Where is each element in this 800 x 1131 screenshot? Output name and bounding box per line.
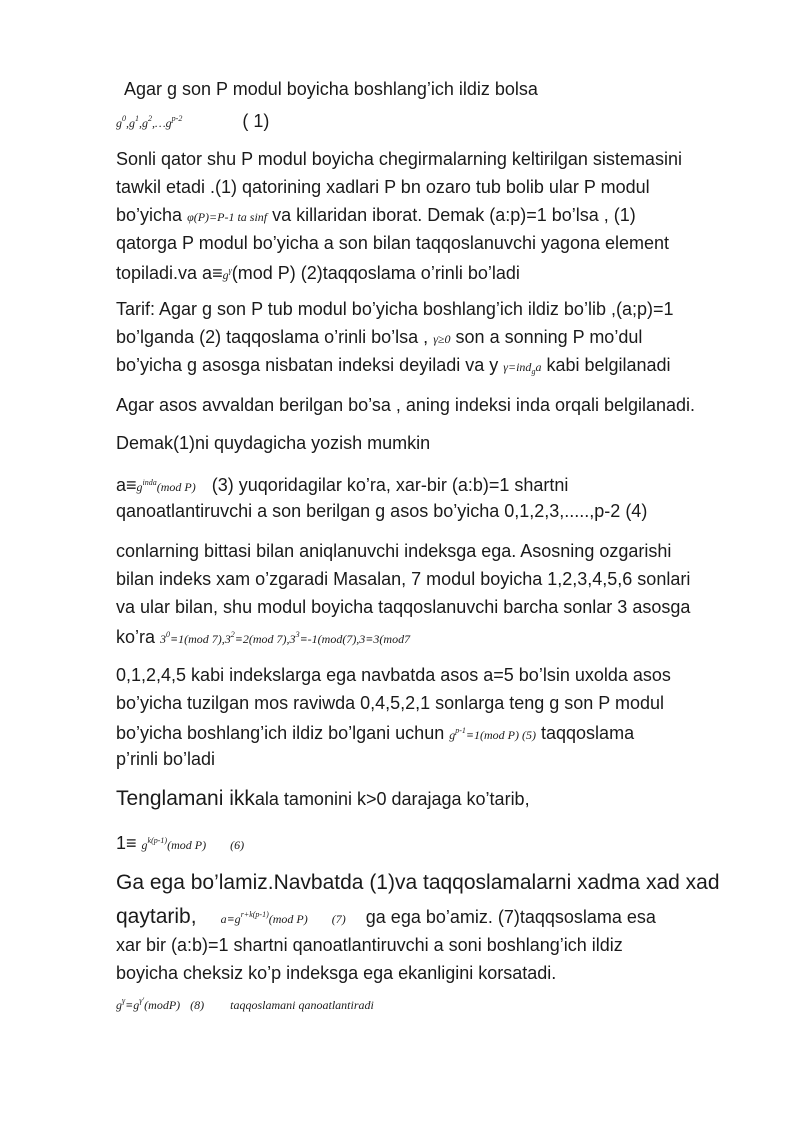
formula-label: ( 1) bbox=[242, 111, 270, 131]
text-fragment: a≡ bbox=[116, 475, 137, 495]
formula-index: γ=ind$_g$a bbox=[503, 360, 542, 376]
text-fragment: ko’ra bbox=[116, 627, 156, 647]
text-line: Sonli qator shu P modul boyicha chegirmalarning keltirilgan sistemasini bbox=[116, 149, 682, 169]
text-line bbox=[116, 904, 656, 930]
formula-line bbox=[116, 830, 244, 856]
formula-5: $g^{p-1}\equiv 1(mod$ P) (5) bbox=[449, 726, 536, 742]
formula-phi: φ(P)=P-1 ta sinf bbox=[187, 210, 268, 224]
text-line: bo’yicha tuzilgan mos raviwda 0,4,5,2,1 sonlarga teng g son P modul bbox=[116, 693, 664, 713]
text-line: bilan indeks xam o’zgaradi Masalan, 7 modul boyicha 1,2,3,4,5,6 sonlari bbox=[116, 569, 691, 589]
text-line: Tarif: Agar g son P tub modul bo’yicha boshlang’ich ildiz bo’lib ,(a;p)=1 bbox=[116, 299, 674, 319]
text-fragment: taqqoslama bbox=[541, 723, 635, 743]
text-fragment: kabi belgilanadi bbox=[546, 355, 671, 375]
text-line: qatorga P modul bo’yicha a son bilan taqqoslanuvchi yagona element bbox=[116, 233, 670, 253]
formula-7: $a\equiv g^{r+k(p-1)}(mod$ P) (7) bbox=[220, 910, 346, 926]
text-line: xar bir (a:b)=1 shartni qanoatlantiruvchi a soni boshlang’ich ildiz bbox=[116, 935, 623, 955]
text-line: tawkil etadi .(1) qatorining xadlari P bn ozaro tub bolib ular P modul bbox=[116, 177, 650, 197]
formula-line bbox=[116, 990, 374, 1016]
text-line: Demak(1)ni quydagicha yozish mumkin bbox=[116, 433, 431, 453]
text-line bbox=[116, 720, 634, 746]
text-fragment: qaytarib, bbox=[116, 905, 197, 928]
text-fragment: bo’lganda (2) taqqoslama o’rinli bo’lsa , bbox=[116, 327, 429, 347]
formula-3: $g^{inda}(mod$ P) bbox=[136, 478, 196, 494]
formula-1: $g^0,g^1,g^2,\dots g^{p-2}$ bbox=[116, 114, 183, 130]
text-fragment: bo’yicha boshlang’ich ildiz bo’lgani uchun bbox=[116, 723, 445, 743]
text-fragment: 1≡ bbox=[116, 833, 137, 853]
formula-g-gamma: $g^\gamma$ bbox=[222, 266, 232, 282]
text-line bbox=[116, 624, 410, 650]
text-fragment: bo’yicha bbox=[116, 205, 183, 225]
text-fragment: topiladi.va a≡ bbox=[116, 263, 223, 283]
text-line bbox=[116, 326, 642, 350]
text-line: qanoatlantiruvchi a son berilgan g asos bo’yicha 0,1,2,3,.....,p-2 (4) bbox=[116, 501, 648, 521]
text-line: p’rinli bo’ladi bbox=[116, 749, 216, 769]
formula-6: $g^{k(p-1)}(mod$ P) (6) bbox=[141, 836, 245, 852]
text-line bbox=[116, 354, 671, 383]
text-line bbox=[116, 204, 636, 228]
text-line: va ular bilan, shu modul boyicha taqqoslanuvchi barcha sonlar 3 asosga bbox=[116, 597, 691, 617]
text-fragment: ala tamonini k>0 darajaga ko’tarib, bbox=[254, 789, 530, 809]
formula-line bbox=[116, 108, 269, 134]
text-line: conlarning bittasi bilan aniqlanuvchi indeksga ega. Asosning ozgarishi bbox=[116, 541, 672, 561]
text-line bbox=[116, 788, 530, 810]
text-fragment: va killaridan iborat. Demak (a:p)=1 bo’lsa , (1) bbox=[272, 205, 636, 225]
text-line: Agar asos avvaldan berilgan bo’sa , aning indeksi inda orqali belgilanadi. bbox=[116, 395, 696, 415]
text-fragment: (mod P) (2)taqqoslama o’rinli bo’ladi bbox=[231, 263, 520, 283]
text-fragment: ga ega bo’amiz. (7)taqqsoslama esa bbox=[365, 907, 656, 927]
text-line: Ga ega bo’lamiz.Navbatda (1)va taqqoslamalarni xadma xad xad bbox=[116, 871, 720, 894]
text-fragment: Tenglamani ikk bbox=[116, 787, 255, 810]
text-line: boyicha cheksiz ko’p indeksga ega ekanligini korsatadi. bbox=[116, 963, 557, 983]
text-line: Agar g son P modul boyicha boshlang’ich ildiz bolsa bbox=[124, 79, 538, 99]
formula-gamma: γ≥0 bbox=[433, 332, 451, 346]
text-line bbox=[116, 472, 568, 498]
text-line bbox=[116, 260, 520, 286]
formula-8: $g^\gamma\equiv g^{\gamma'}(modP)$ (8) taqqoslamani qanoatlantiradi bbox=[116, 996, 374, 1012]
text-fragment: (3) yuqoridagilar ko’ra, xar-bir (a:b)=1 shartni bbox=[211, 475, 569, 495]
text-fragment: son a sonning P mo’dul bbox=[455, 327, 643, 347]
text-line: 0,1,2,4,5 kabi indekslarga ega navbatda asos a=5 bo’lsin uxolda asos bbox=[116, 665, 671, 685]
formula-examples: $3^0\equiv 1(mod$ $7),3^2\equiv 2(mod$ $7),3^3\equiv-1(mod(7),3\equiv 3(mod7$ bbox=[160, 630, 411, 646]
text-fragment: bo’yicha g asosga nisbatan indeksi deyiladi va y bbox=[116, 355, 499, 375]
